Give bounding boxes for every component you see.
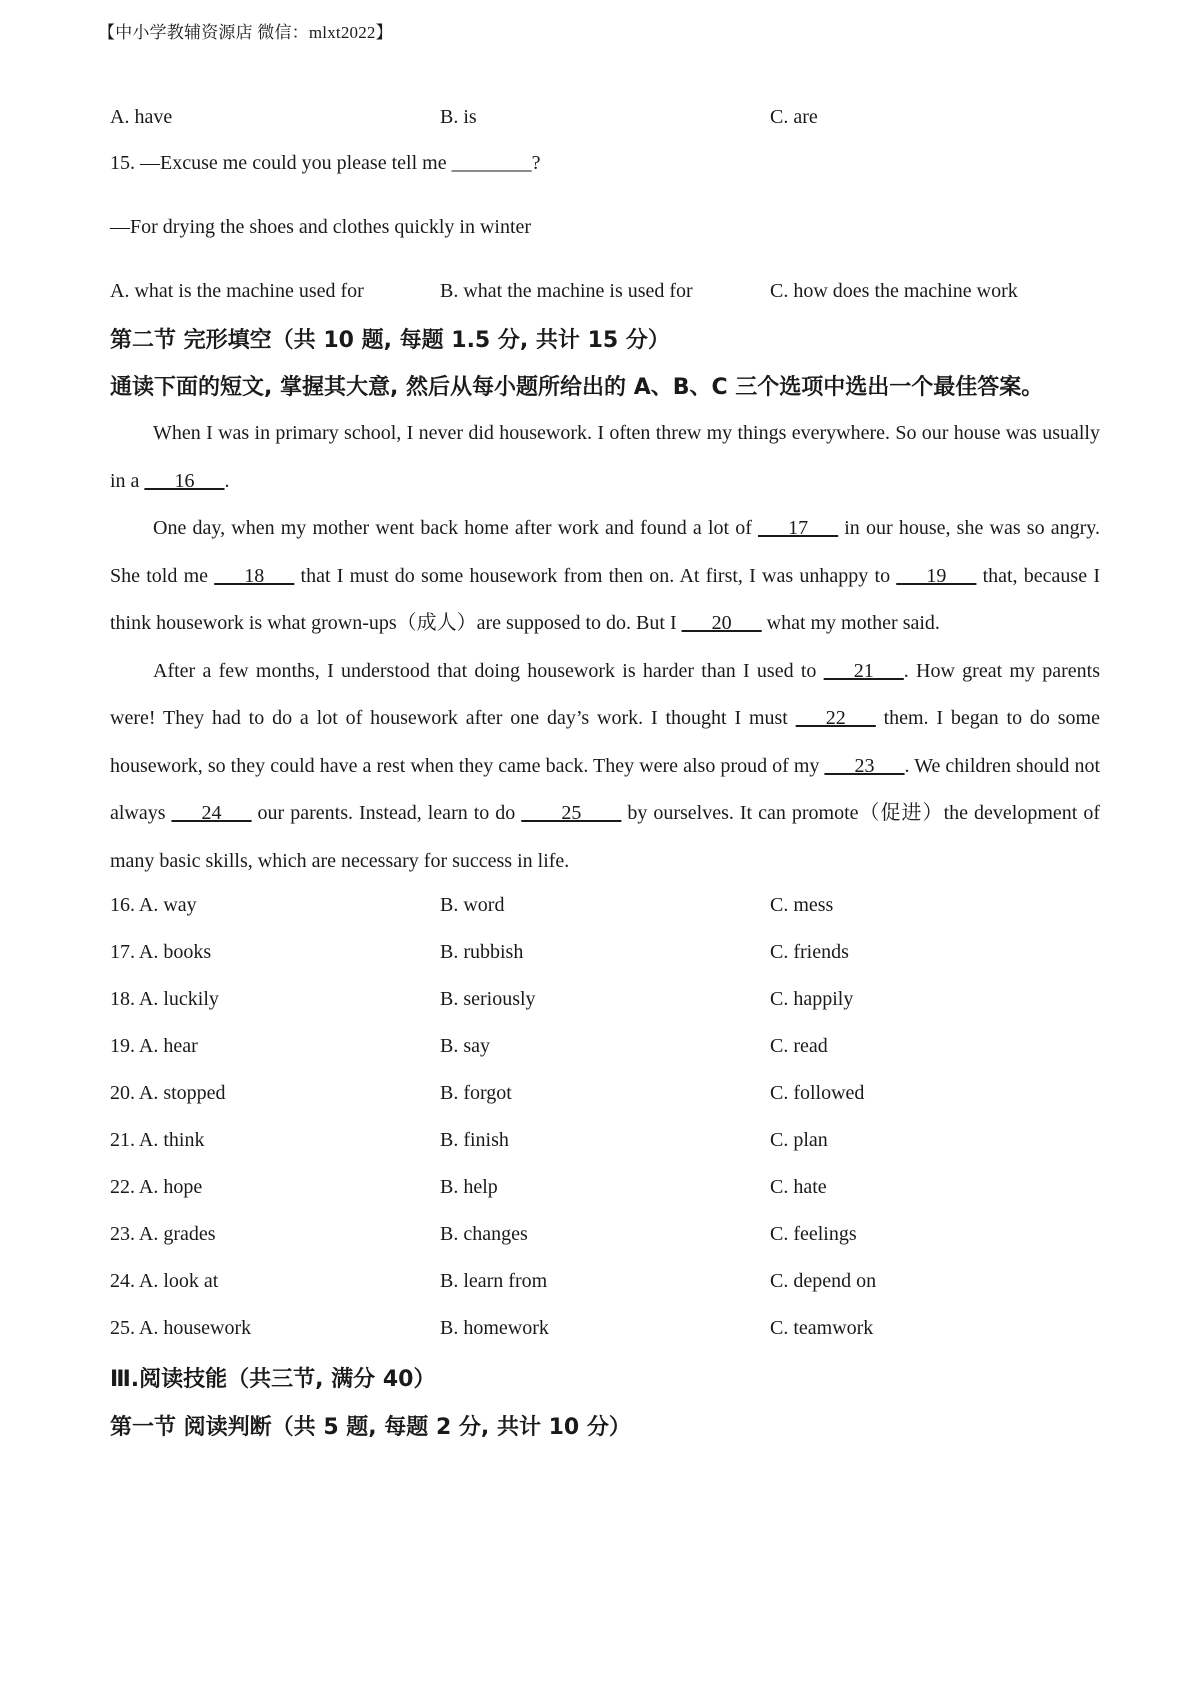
blank-21: ___21___ (823, 659, 904, 682)
choice-row-24 (110, 1270, 1110, 1298)
page-header-watermark: 【中小学教辅资源店 微信：mlxt2022】 (98, 23, 393, 42)
choice-17-b: B. rubbish (440, 941, 524, 963)
passage-paragraph-2: One day, when my mother went back home after work and found a lot of ___17___ in our house, she was so angry. She told me ___18___ that I must do some housework from then on. At first, I was unhappy to ___19___ that, because I think housework is what grown-ups（成人）are supposed to do. But I ___20___ what my mother said. (110, 517, 1100, 634)
blank-19: ___19___ (896, 564, 977, 587)
choice-20-b: B. forgot (440, 1082, 512, 1104)
choice-23-a: 23. A. grades (110, 1223, 216, 1245)
section2-instruction: 通读下面的短文, 掌握其大意, 然后从每小题所给出的 A、B、C 三个选项中选出一个最佳答案。 (110, 375, 1044, 400)
cloze-passage (110, 410, 1100, 885)
q14-option-a: A. have (110, 106, 173, 128)
q14-option-b: B. is (440, 106, 477, 128)
choice-21-c: C. plan (770, 1129, 828, 1151)
choice-row-25 (110, 1317, 1110, 1345)
q15-answer-line: —For drying the shoes and clothes quickly in winter (110, 216, 532, 238)
choice-17-a: 17. A. books (110, 941, 212, 963)
blank-20: ___20___ (681, 612, 762, 634)
q15-options (110, 280, 1110, 308)
section3-subtitle: 第一节 阅读判断（共 5 题, 每题 2 分, 共计 10 分） (110, 1415, 631, 1440)
choice-21-b: B. finish (440, 1129, 509, 1151)
q15-question: 15. —Excuse me could you please tell me ________? (110, 152, 541, 174)
blank-23: ___23___ (824, 754, 905, 777)
q15-option-a: A. what is the machine used for (110, 280, 364, 302)
choice-16-b: B. word (440, 894, 505, 916)
section2-title: 第二节 完形填空（共 10 题, 每题 1.5 分, 共计 15 分） (110, 328, 670, 353)
choice-23-c: C. feelings (770, 1223, 857, 1245)
choice-22-b: B. help (440, 1176, 498, 1198)
choice-25-a: 25. A. housework (110, 1317, 252, 1339)
choice-row-17 (110, 941, 1110, 969)
choice-16-a: 16. A. way (110, 894, 197, 916)
choice-23-b: B. changes (440, 1223, 528, 1245)
blank-22: ___22___ (795, 707, 876, 729)
choice-24-a: 24. A. look at (110, 1270, 219, 1292)
choice-row-22 (110, 1176, 1110, 1204)
choice-20-c: C. followed (770, 1082, 865, 1104)
choice-20-a: 20. A. stopped (110, 1082, 226, 1104)
section3-title: Ⅲ.阅读技能（共三节, 满分 40） (110, 1367, 436, 1392)
choice-19-c: C. read (770, 1035, 828, 1057)
choice-row-20 (110, 1082, 1110, 1110)
choice-row-23 (110, 1223, 1110, 1251)
choice-row-19 (110, 1035, 1110, 1063)
blank-24: ___24___ (171, 802, 252, 824)
choice-row-18 (110, 988, 1110, 1016)
blank-17: ___17___ (758, 517, 839, 539)
choice-row-21 (110, 1129, 1110, 1157)
q14-options (110, 106, 1110, 134)
choice-24-b: B. learn from (440, 1270, 548, 1292)
blank-16: ___16___ (144, 469, 225, 492)
choice-19-b: B. say (440, 1035, 490, 1057)
q15-option-b: B. what the machine is used for (440, 280, 693, 302)
choice-18-a: 18. A. luckily (110, 988, 219, 1010)
blank-25: ____25____ (521, 802, 622, 824)
choice-18-b: B. seriously (440, 988, 536, 1010)
choice-16-c: C. mess (770, 894, 834, 916)
choice-19-a: 19. A. hear (110, 1035, 198, 1057)
choice-22-c: C. hate (770, 1176, 827, 1198)
blank-18: ___18___ (214, 564, 295, 587)
choice-17-c: C. friends (770, 941, 849, 963)
q14-option-c: C. are (770, 106, 818, 128)
choice-row-16 (110, 894, 1110, 922)
q15-option-c: C. how does the machine work (770, 280, 1018, 302)
passage-paragraph-1: When I was in primary school, I never did housework. I often threw my things everywhere. So our house was usually in a ___16___. (110, 422, 1100, 492)
choice-25-b: B. homework (440, 1317, 549, 1339)
choice-25-c: C. teamwork (770, 1317, 874, 1339)
choice-24-c: C. depend on (770, 1270, 877, 1292)
choice-22-a: 22. A. hope (110, 1176, 203, 1198)
choice-21-a: 21. A. think (110, 1129, 205, 1151)
choice-18-c: C. happily (770, 988, 854, 1010)
passage-paragraph-3: After a few months, I understood that doing housework is harder than I used to ___21___. How great my parents were! They had to do a lot of housework after one day’s work. I thought I must ___22___ them. I began to do some housework, so they could have a rest when they came back. They were also proud of my ___23___. We children should not always ___24___ our parents. Instead, learn to do ____25____ by ourselves. It can promote（促进）the development of many basic skills, which are necessary for success in life. (110, 659, 1101, 872)
